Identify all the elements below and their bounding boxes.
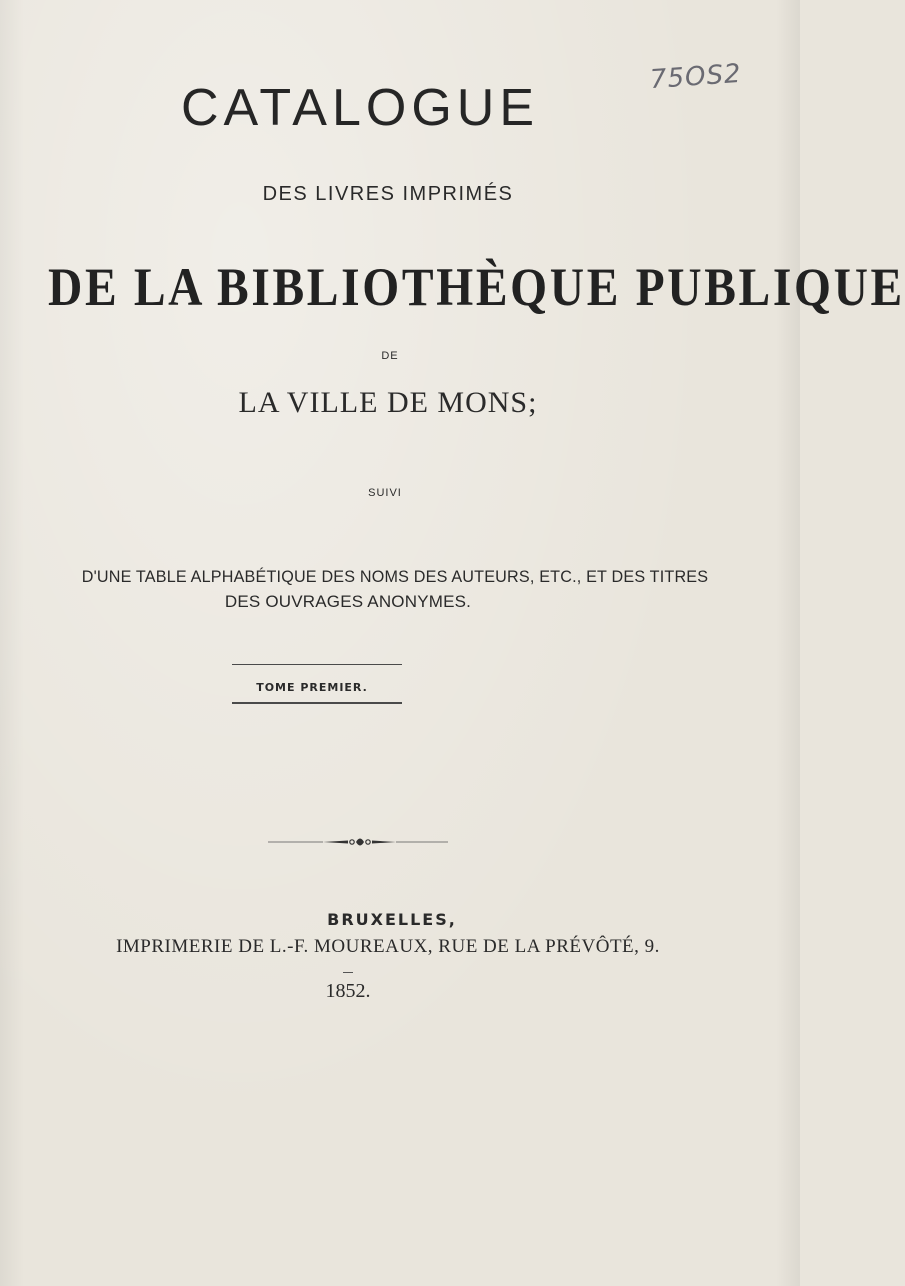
- index-description-line-1: D'UNE TABLE ALPHABÉTIQUE DES NOMS DES AUTEURS, ETC., ET DES TITRES: [81, 567, 709, 586]
- imprint-printer: IMPRIMERIE DE L.-F. MOUREAUX, RUE DE LA PRÉVÔTÉ, 9.: [116, 936, 660, 957]
- volume-rule-top: [232, 664, 402, 665]
- library-title: DE LA BIBLIOTHÈQUE PUBLIQUE: [48, 257, 905, 317]
- catalogue-heading: CATALOGUE: [180, 79, 539, 137]
- index-description-line-2: DES OUVRAGES ANONYMES.: [224, 592, 472, 611]
- subtitle-printed-books: DES LIVRES IMPRIMÉS: [262, 183, 514, 205]
- volume-rule-bottom: [232, 702, 402, 704]
- handwritten-shelfmark: 75OS2: [649, 58, 743, 96]
- imprint-place: BRUXELLES,: [327, 910, 457, 929]
- ornament-divider-icon: [268, 832, 448, 852]
- imprint-year: 1852.: [325, 980, 371, 1002]
- year-dash: [343, 972, 353, 973]
- volume-label: TOME PREMIER.: [256, 681, 368, 694]
- city-name: LA VILLE DE MONS;: [238, 386, 538, 419]
- followed-by: SUIVI: [368, 487, 402, 499]
- preposition-de: DE: [381, 350, 399, 362]
